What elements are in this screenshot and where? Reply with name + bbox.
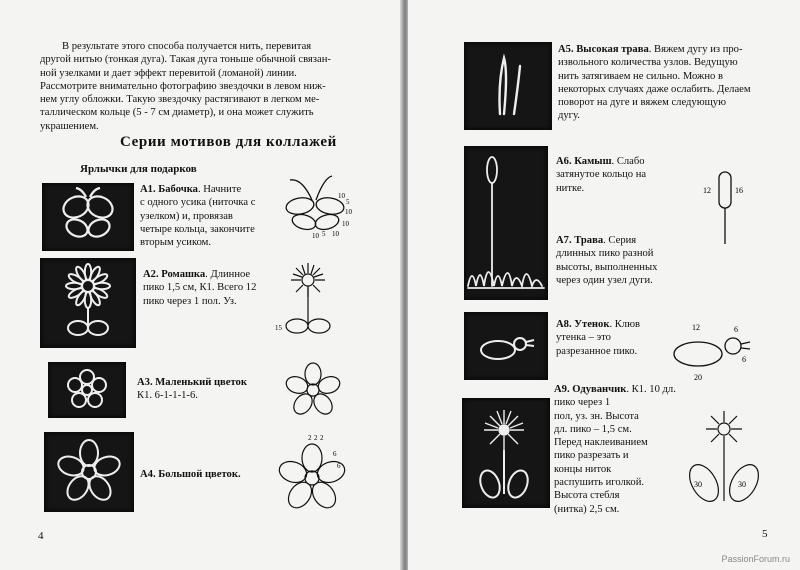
item-a8-line: утенка – это — [556, 332, 611, 344]
butterfly-motif-image — [42, 183, 134, 251]
item-a1-line: вторым усиком. — [140, 237, 212, 249]
item-a7-text: А7. Трава. Серия длинных пико разной высоты, выполненных через один узел дуги. — [556, 234, 676, 287]
item-a7-line: Серия — [608, 235, 637, 246]
dandelion-diagram-label: 30 — [694, 480, 702, 489]
duckling-diagram-label: 6 — [742, 355, 746, 364]
watermark: PassionForum.ru — [721, 554, 790, 564]
item-a8-text: А8. Утенок. Клюв утенка – это разрезанное пико. — [556, 318, 668, 358]
item-a1-line: Начните — [203, 184, 242, 195]
intro-line: нем углу обложки. Такую звездочку растягивают в легком ме- — [40, 94, 320, 106]
daisy-motif-image — [40, 258, 136, 348]
item-a6-text: А6. Камыш. Слабо затянутое кольцо на нитке. — [556, 155, 676, 195]
reed-diagram-label: 16 — [735, 186, 743, 195]
reed-diagram-label: 12 — [703, 186, 711, 195]
item-a7-title: А7. Трава — [556, 235, 604, 246]
small-flower-diagram — [278, 355, 348, 425]
duckling-photo — [464, 312, 548, 380]
butterfly-diagram-label: 5 — [322, 230, 326, 238]
big-flower-diagram-label: 2 — [314, 434, 318, 442]
reed-diagram — [696, 168, 756, 248]
item-a3-title: А3. Маленький цветок — [137, 377, 247, 388]
big-flower-diagram-label: 2 — [308, 434, 312, 442]
right-page — [408, 0, 800, 570]
reed-grass-photo — [464, 146, 548, 300]
intro-line: Рассмотрите внимательно фотографию звездочки в левом ниж- — [40, 80, 326, 92]
intro-line: В результате этого способа получается нить, перевитая — [62, 41, 312, 52]
intro-line: украшением. — [40, 120, 99, 132]
item-a9-title: А9. Одуванчик — [554, 384, 627, 395]
item-a1-line: узелком) и, провязав — [140, 210, 233, 222]
item-a9-text: А9. Одуванчик. К1. 10 дл. пико через 1 пол, уз. зн. Высота дл. пико – 1,5 см. Перед наклеиванием пико разрезать и концы ниток распушить иголкой. Высота стебля (нитка) 2,5 см. — [554, 383, 684, 516]
item-a1-line: четыре кольца, закончите — [140, 223, 255, 235]
item-a3-text — [137, 376, 267, 403]
daisy-diagram — [272, 258, 344, 346]
item-a5-line: Вяжем дугу из про- — [654, 44, 743, 55]
dandelion-diagram — [676, 405, 772, 509]
butterfly-diagram-label: 10 — [312, 232, 319, 240]
big-flower-diagram — [268, 430, 360, 520]
intro-line: другой нитью (тонкая дуга). Такая дуга тоньше обычной связан- — [40, 54, 331, 66]
item-a2-text: А2. Ромашка. Длинное пико 1,5 см, К1. Всего 12 пико через 1 пол. Уз. — [143, 268, 268, 308]
page-number-right: 5 — [762, 528, 768, 540]
daisy-photo — [40, 258, 136, 348]
dandelion-diagram-label: 30 — [738, 480, 746, 489]
item-a8-title: А8. Утенок — [556, 319, 610, 330]
item-a6-line: затянутое кольцо на — [556, 169, 647, 181]
item-a5-line: некоторых случаях даже ослабить. Делаем — [558, 83, 751, 95]
big-flower-diagram-label: 6 — [337, 462, 341, 470]
item-a9-line: К1. 10 дл. пико через 1 — [554, 384, 676, 409]
item-a5-line: дугу. — [558, 110, 580, 122]
reed-grass-motif-image — [464, 146, 548, 300]
intro-paragraph — [40, 40, 366, 133]
page-number-left: 4 — [38, 530, 44, 542]
small-flower-motif-image — [48, 362, 126, 418]
item-a9-line: Перед наклеиванием — [554, 437, 648, 449]
item-a8-line: разрезанное пико. — [556, 345, 638, 357]
item-a7-line: высоты, выполненных — [556, 261, 658, 273]
item-a8-line: Клюв — [614, 319, 641, 330]
duckling-diagram — [662, 318, 762, 388]
item-a5-text: А5. Высокая трава. Вяжем дугу из про- извольного количества узлов. Ведущую нить затягиваем не сильно. Можно в некоторых случаях даже ослабить. Делаем поворот на дуге и вяжем следующую дугу. — [558, 43, 780, 123]
item-a1-line: с одного усика (ниточка с — [140, 197, 256, 209]
subsection-title: Ярлычки для подарков — [80, 163, 197, 175]
item-a5-line: поворот на дуге и вяжем следующую — [558, 97, 726, 109]
intro-line: таллическом кольце (5 - 7 см диаметр), и она может служить — [40, 107, 314, 119]
intro-line: ной узелками и дает эффект перевитой (ломаной) линии. — [40, 67, 297, 79]
big-flower-photo — [44, 432, 134, 512]
item-a5-line: извольного количества узлов. Ведущую — [558, 57, 738, 69]
item-a1-text: А1. Бабочка. Начните с одного усика (ниточка с узелком) и, провязав четыре кольца, закончите вторым усиком. — [140, 183, 266, 249]
item-a4-title-text: А4. Большой цветок — [140, 469, 238, 480]
big-flower-diagram-label: 2 — [320, 434, 324, 442]
big-flower-motif-image — [44, 432, 134, 512]
item-a2-title: А2. Ромашка — [143, 269, 206, 280]
item-a9-line: концы ниток — [554, 463, 612, 475]
item-a6-title: А6. Камыш — [556, 156, 612, 167]
item-a9-line: (нитка) 2,5 см. — [554, 503, 620, 515]
big-flower-diagram-label: 6 — [333, 450, 337, 458]
butterfly-diagram-label: 10 — [342, 220, 349, 228]
item-a7-line: через один узел дуги. — [556, 274, 653, 286]
tall-grass-photo — [464, 42, 552, 130]
item-a3-line: К1. 6-1-1-1-6. — [137, 390, 198, 402]
item-a4-title: А4. Большой цветок. — [140, 469, 241, 480]
section-title: Серии мотивов для коллажей — [120, 134, 337, 150]
item-a5-title: А5. Высокая трава — [558, 44, 649, 55]
butterfly-diagram-label: 10 — [345, 208, 352, 216]
butterfly-diagram-label: 5 — [346, 198, 350, 206]
item-a9-line: пико разрезать и — [554, 450, 629, 462]
item-a9-line: распушить иголкой. — [554, 477, 645, 489]
item-a9-line: дл. пико – 1,5 см. — [554, 423, 632, 435]
item-a5-line: нить затягиваем не сильно. Можно в — [558, 70, 723, 82]
duckling-diagram-label: 6 — [734, 325, 738, 334]
item-a9-line: пол, уз. зн. Высота — [554, 410, 639, 422]
tall-grass-motif-image — [464, 42, 552, 130]
dandelion-motif-image — [462, 398, 550, 508]
item-a6-line: нитке. — [556, 182, 585, 194]
item-a2-line: Длинное — [210, 269, 251, 280]
butterfly-diagram-label: 10 — [338, 192, 345, 200]
duckling-motif-image — [464, 312, 548, 380]
daisy-diagram-label: 15 — [275, 324, 282, 332]
dandelion-photo — [462, 398, 550, 508]
item-a9-line: Высота стебля — [554, 490, 620, 502]
item-a1-title: А1. Бабочка — [140, 184, 198, 195]
item-a6-line: Слабо — [616, 156, 645, 167]
item-a7-line: длинных пико разной — [556, 248, 654, 260]
butterfly-diagram — [272, 170, 368, 240]
duckling-diagram-label: 12 — [692, 323, 700, 332]
duckling-diagram-label: 20 — [694, 373, 702, 382]
butterfly-diagram-label: 10 — [332, 230, 339, 238]
item-a2-line: пико 1,5 см, К1. Всего 12 — [143, 282, 257, 294]
small-flower-photo — [48, 362, 126, 418]
butterfly-photo — [42, 183, 134, 251]
item-a2-line: пико через 1 пол. Уз. — [143, 295, 237, 307]
